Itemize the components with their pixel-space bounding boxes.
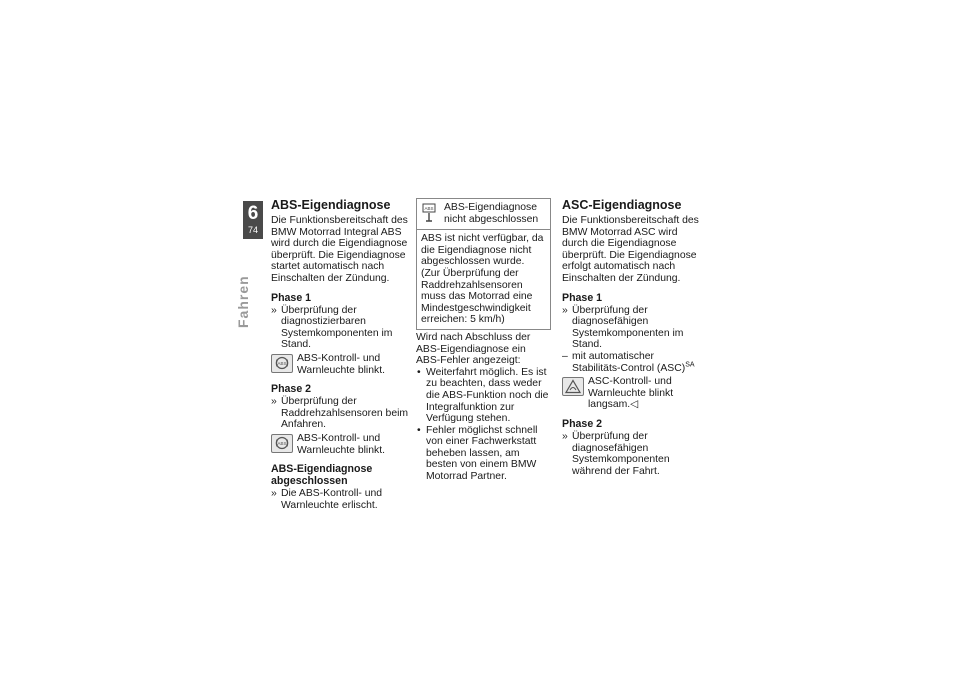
abs-done-title: ABS-Eigendiagnose abgeschlossen <box>271 463 373 488</box>
asc-phase2-step <box>562 431 700 477</box>
abs-phase2-step <box>271 396 409 431</box>
step-marker: » <box>271 488 277 500</box>
warning-box-header <box>417 199 550 230</box>
abs-phase2-lamp <box>271 433 409 456</box>
column-asc-diagnosis <box>562 198 700 477</box>
abs-phase2-lamp-text: ABS-Kontroll- und Warnleuchte blinkt. <box>297 432 385 456</box>
warning-icon <box>421 203 437 223</box>
abs-error-bullet-1 <box>416 367 551 425</box>
svg-text:ABS: ABS <box>424 206 434 211</box>
abs-lamp-icon <box>271 434 293 453</box>
asc-heading: ASC-Eigendiagnose <box>562 198 682 212</box>
abs-phase1-title: Phase 1 <box>271 291 312 304</box>
abs-error-intro: Wird nach Abschluss der ABS-Eigendiagnose ein ABS-Fehler angezeigt: <box>416 331 531 367</box>
asc-phase1-condition <box>562 351 700 374</box>
abs-phase1-step-text: Überprüfung der diagnostizierbaren Systemkomponenten im Stand. <box>281 304 393 351</box>
chapter-marker <box>243 201 263 239</box>
abs-phase2-step-text: Überprüfung der Raddrehzahlsensoren beim Anfahren. <box>281 396 409 431</box>
asc-phase1-lamp <box>562 376 700 411</box>
asc-phase1-step-text: Überprüfung der diagnosefähigen Systemkomponenten im Stand. <box>572 304 684 351</box>
warning-box-title: ABS-Eigendiagnose nicht abgeschlossen <box>444 202 539 225</box>
step-marker: » <box>562 430 568 442</box>
chapter-number: 6 <box>247 203 259 224</box>
abs-phase1-lamp <box>271 353 409 376</box>
abs-error-bullet-1-text: Weiterfahrt möglich. Es ist zu beachten, dass weder die ABS-Funktion noch die Integralfunktion zur Verfügung stehen. <box>426 366 549 425</box>
step-marker: » <box>271 304 277 316</box>
abs-lamp-icon <box>271 354 293 373</box>
svg-text:ABS: ABS <box>277 441 287 447</box>
asc-phase1-title: Phase 1 <box>562 291 603 304</box>
step-marker: » <box>271 396 277 408</box>
svg-text:ABS: ABS <box>277 361 287 367</box>
column-abs-diagnosis <box>271 198 409 511</box>
abs-phase1-lamp-text: ABS-Kontroll- und Warnleuchte blinkt. <box>297 352 385 376</box>
column-abs-incomplete <box>416 198 551 483</box>
sa-superscript: SA <box>685 361 695 369</box>
asc-lamp-icon <box>562 377 584 396</box>
abs-error-bullet-2 <box>416 425 551 483</box>
dash-marker: – <box>562 350 568 362</box>
abs-phase2-title: Phase 2 <box>271 383 312 396</box>
asc-phase2-step-text: Überprüfung der diagnosefähigen Systemkomponenten während der Fahrt. <box>572 430 670 477</box>
abs-phase1-step <box>271 305 409 351</box>
asc-phase2-title: Phase 2 <box>562 417 603 430</box>
warning-box <box>416 198 551 330</box>
asc-phase1-step <box>562 305 700 351</box>
abs-heading: ABS-Eigendiagnose <box>271 198 391 212</box>
abs-intro: Die Funktionsbereitschaft des BMW Motorrad Integral ABS wird durch die Eigendiagnose überprüft. Die Eigendiagnose startet automatisch nach Einschalten der Zündung. <box>271 215 408 284</box>
bullet-marker: • <box>417 424 421 436</box>
abs-done-step-text: Die ABS-Kontroll- und Warnleuchte erlischt. <box>281 488 383 511</box>
end-mark: ◁ <box>630 399 639 411</box>
abs-error-bullet-2-text: Fehler möglichst schnell von einer Fachwerkstatt beheben lassen, am besten von einem BMW Motorrad Partner. <box>426 424 538 483</box>
chapter-title: Fahren <box>235 275 251 328</box>
abs-done-step <box>271 488 409 511</box>
bullet-marker: • <box>417 366 421 378</box>
asc-phase1-condition-text: mit automatischer Stabilitäts-Control (ASC) <box>572 350 686 374</box>
page-number: 74 <box>243 225 263 236</box>
step-marker: » <box>562 304 568 316</box>
warning-box-body: ABS ist nicht verfügbar, da die Eigendiagnose nicht abgeschlossen wurde. (Zur Überprüfung der Raddrehzahlsensoren muss das Motorrad eine Mindestgeschwindigkeit erreichen: 5 km/h) <box>421 233 544 326</box>
asc-intro: Die Funktionsbereitschaft des BMW Motorrad ASC wird durch die Eigendiagnose überprüft. Die Eigendiagnose erfolgt automatisch nach Einschalten der Zündung. <box>562 215 699 284</box>
asc-phase1-lamp-text: ASC-Kontroll- und Warnleuchte blinkt langsam. <box>588 376 674 411</box>
